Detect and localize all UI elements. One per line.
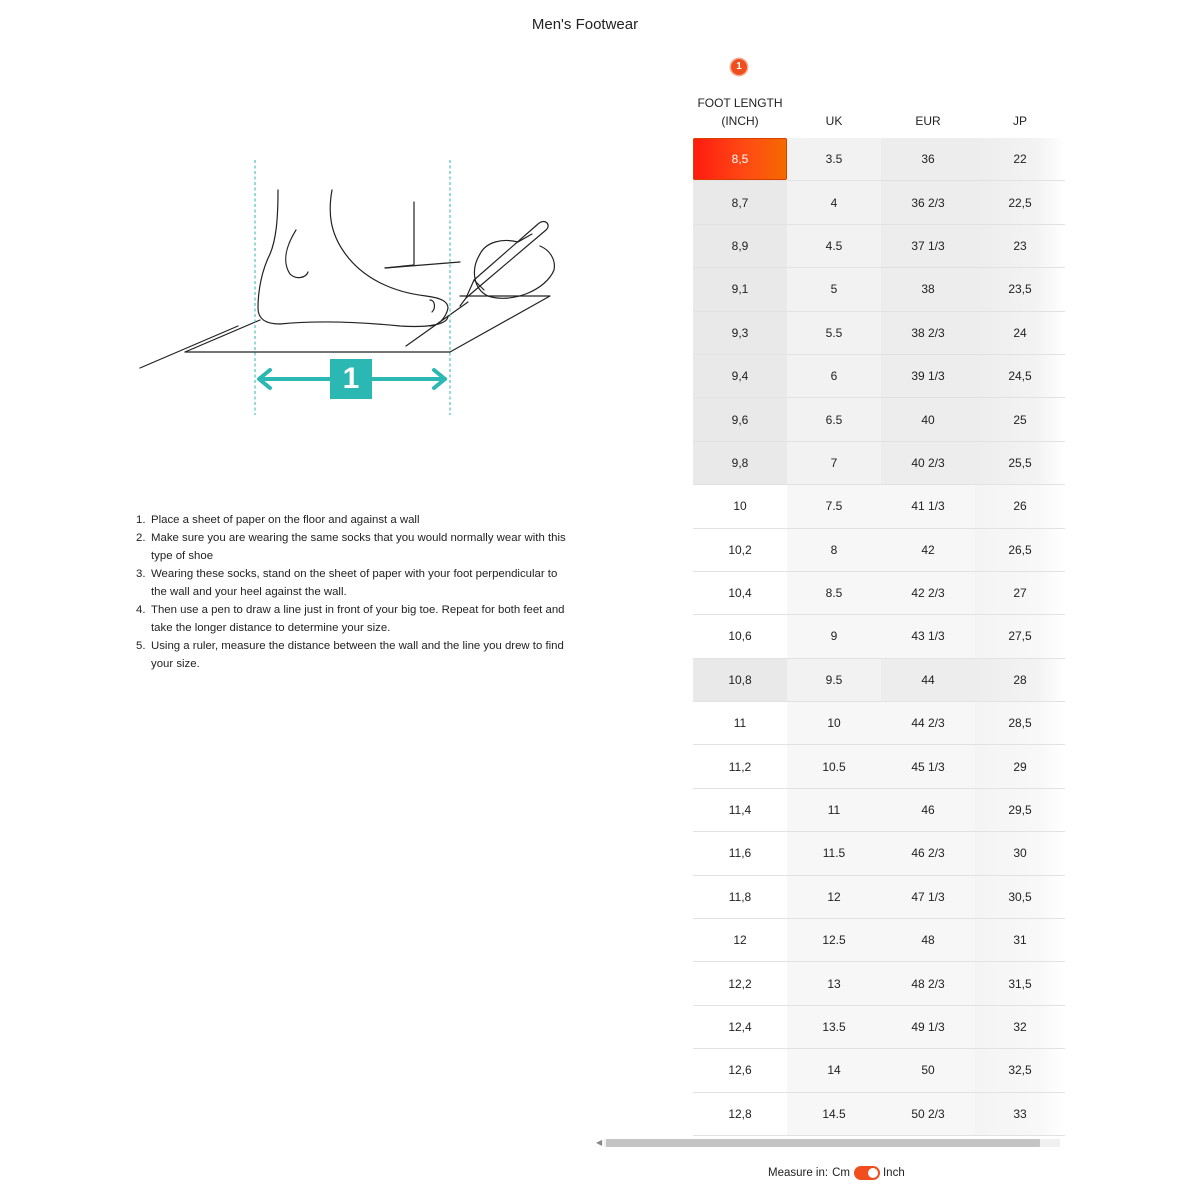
cell-jp: 26,5 (975, 529, 1065, 571)
cell-uk: 11.5 (787, 832, 881, 874)
table-row[interactable] (693, 442, 1065, 485)
cell-foot-length: 8,5 (693, 138, 787, 180)
table-row[interactable] (693, 485, 1065, 528)
table-row[interactable] (693, 615, 1065, 658)
cell-eur: 38 2/3 (881, 312, 975, 354)
instruction-number: 3. (136, 568, 146, 580)
cell-foot-length: 9,6 (693, 398, 787, 440)
cell-jp: 30,5 (975, 876, 1065, 918)
page-title: Men's Footwear (531, 16, 639, 33)
header-foot-length-line1: FOOT LENGTH (697, 96, 783, 110)
instruction-number: 4. (136, 604, 146, 616)
cell-eur: 37 1/3 (881, 225, 975, 267)
cell-uk: 14.5 (787, 1093, 881, 1135)
cell-jp: 28 (975, 659, 1065, 701)
table-row[interactable] (693, 312, 1065, 355)
table-row[interactable] (693, 1093, 1065, 1136)
cell-jp: 32,5 (975, 1049, 1065, 1091)
cell-jp: 27,5 (975, 615, 1065, 657)
instruction-item (136, 601, 576, 637)
instruction-item (136, 511, 576, 529)
toggle-knob (868, 1168, 878, 1178)
table-row[interactable] (693, 789, 1065, 832)
cell-uk: 11 (787, 789, 881, 831)
table-row[interactable] (693, 355, 1065, 398)
header-eur: EUR (915, 114, 941, 128)
cell-uk: 5.5 (787, 312, 881, 354)
instruction-text: Then use a pen to draw a line just in front of your big toe. Repeat for both feet and take the longer distance to determine your size. (151, 604, 565, 634)
table-row[interactable] (693, 832, 1065, 875)
cell-eur: 46 2/3 (881, 832, 975, 874)
cell-eur: 41 1/3 (881, 485, 975, 527)
cell-jp: 24 (975, 312, 1065, 354)
cell-eur: 42 2/3 (881, 572, 975, 614)
cell-foot-length: 11,6 (728, 846, 752, 861)
table-row[interactable] (693, 919, 1065, 962)
cell-eur: 40 (881, 398, 975, 440)
scroll-left-icon[interactable]: ◀ (596, 1138, 603, 1147)
unit-option-cm[interactable]: Cm (832, 1167, 850, 1179)
instruction-item (136, 565, 576, 601)
instruction-text: Place a sheet of paper on the floor and against a wall (151, 514, 420, 526)
cell-uk: 14 (787, 1049, 881, 1091)
cell-uk: 3.5 (787, 138, 881, 180)
cell-jp: 22 (975, 138, 1065, 180)
cell-foot-length: 12 (733, 933, 747, 948)
instruction-text: Wearing these socks, stand on the sheet of paper with your foot perpendicular to the wall and your heel against the wall. (151, 568, 558, 598)
cell-eur: 46 (881, 789, 975, 831)
table-row[interactable] (693, 181, 1065, 224)
table-row[interactable] (693, 225, 1065, 268)
measure-label: Measure in: (768, 1167, 829, 1179)
cell-eur: 48 2/3 (881, 962, 975, 1004)
cell-jp: 30 (975, 832, 1065, 874)
cell-foot-length: 9,8 (693, 442, 787, 484)
table-row[interactable] (693, 529, 1065, 572)
table-row[interactable] (693, 1049, 1065, 1092)
table-row[interactable] (693, 659, 1065, 702)
cell-jp: 31 (975, 919, 1065, 961)
cell-jp: 25 (975, 398, 1065, 440)
cell-eur: 47 1/3 (881, 876, 975, 918)
cell-eur: 50 2/3 (881, 1093, 975, 1135)
cell-uk: 12.5 (787, 919, 881, 961)
foot-measurement-illustration (130, 150, 570, 430)
header-foot-length-line2: (INCH) (721, 114, 759, 128)
instruction-text: Make sure you are wearing the same socks that you would normally wear with this type of shoe (151, 532, 566, 562)
cell-eur: 42 (881, 529, 975, 571)
header-uk: UK (825, 114, 843, 128)
table-row[interactable] (693, 876, 1065, 919)
header-foot-length (693, 92, 787, 130)
cell-uk: 10 (787, 702, 881, 744)
cell-jp: 33 (975, 1093, 1065, 1135)
cell-jp: 23 (975, 225, 1065, 267)
scrollbar-thumb[interactable] (606, 1139, 1040, 1147)
instructions-list (136, 511, 576, 673)
cell-eur: 36 (881, 138, 975, 180)
table-row[interactable] (693, 268, 1065, 311)
cell-foot-length: 11,4 (728, 803, 752, 818)
cell-foot-length: 10 (733, 499, 747, 514)
table-row[interactable] (693, 398, 1065, 441)
cell-uk: 10.5 (787, 745, 881, 787)
cell-uk: 13.5 (787, 1006, 881, 1048)
cell-foot-length: 11,2 (728, 759, 752, 774)
cell-eur: 36 2/3 (881, 181, 975, 223)
table-row[interactable] (693, 1006, 1065, 1049)
cell-eur: 43 1/3 (881, 615, 975, 657)
cell-jp: 29 (975, 745, 1065, 787)
instruction-item (136, 637, 576, 673)
cell-uk: 4 (787, 181, 881, 223)
cell-uk: 6.5 (787, 398, 881, 440)
horizontal-scrollbar[interactable] (596, 1137, 1066, 1149)
cell-foot-length: 10,2 (728, 542, 752, 557)
cell-eur: 38 (881, 268, 975, 310)
table-row[interactable] (693, 572, 1065, 615)
measure-unit-switch (768, 1165, 905, 1181)
cell-uk: 6 (787, 355, 881, 397)
table-row[interactable] (693, 962, 1065, 1005)
step-number-label: 1 (342, 362, 360, 395)
cell-foot-length: 11,8 (728, 889, 752, 904)
cell-foot-length: 10,8 (693, 659, 787, 701)
cell-jp: 23,5 (975, 268, 1065, 310)
cell-eur: 44 2/3 (881, 702, 975, 744)
cell-jp: 29,5 (975, 789, 1065, 831)
cell-jp: 32 (975, 1006, 1065, 1048)
cell-jp: 27 (975, 572, 1065, 614)
step-badge: 1 (731, 59, 747, 75)
cell-eur: 45 1/3 (881, 745, 975, 787)
cell-foot-length: 10,6 (728, 629, 752, 644)
cell-jp: 24,5 (975, 355, 1065, 397)
table-body (693, 138, 1065, 1136)
instruction-number: 1. (136, 514, 146, 526)
cell-foot-length: 12,4 (728, 1020, 752, 1034)
cell-eur: 44 (881, 659, 975, 701)
unit-toggle[interactable] (854, 1166, 880, 1180)
cell-eur: 49 1/3 (881, 1006, 975, 1048)
cell-foot-length: 12,8 (728, 1106, 752, 1121)
cell-jp: 22,5 (975, 181, 1065, 223)
cell-eur: 40 2/3 (881, 442, 975, 484)
cell-eur: 39 1/3 (881, 355, 975, 397)
header-jp: JP (1012, 114, 1027, 128)
table-row[interactable] (693, 702, 1065, 745)
cell-foot-length: 9,1 (693, 268, 787, 310)
cell-jp: 31,5 (975, 962, 1065, 1004)
instruction-number: 5. (136, 640, 146, 652)
instruction-text: Using a ruler, measure the distance between the wall and the line you drew to find your size. (151, 640, 564, 670)
cell-uk: 13 (787, 962, 881, 1004)
cell-foot-length: 8,9 (693, 225, 787, 267)
cell-uk: 8.5 (787, 572, 881, 614)
cell-foot-length: 8,7 (693, 181, 787, 223)
cell-uk: 5 (787, 268, 881, 310)
cell-jp: 28,5 (975, 702, 1065, 744)
cell-foot-length: 9,3 (693, 312, 787, 354)
cell-eur: 50 (881, 1049, 975, 1091)
cell-foot-length: 12,6 (728, 1063, 752, 1078)
cell-foot-length: 10,4 (728, 586, 752, 601)
cell-foot-length: 11 (733, 716, 747, 731)
unit-option-inch[interactable]: Inch (882, 1167, 905, 1179)
cell-uk: 4.5 (787, 225, 881, 267)
table-row[interactable] (693, 138, 1065, 181)
cell-foot-length: 12,2 (728, 976, 752, 991)
cell-uk: 8 (787, 529, 881, 571)
table-header (693, 92, 1065, 130)
cell-uk: 7 (787, 442, 881, 484)
cell-jp: 26 (975, 485, 1065, 527)
cell-uk: 9 (787, 615, 881, 657)
cell-uk: 12 (787, 876, 881, 918)
table-row[interactable] (693, 745, 1065, 788)
instruction-number: 2. (136, 532, 146, 544)
instruction-item (136, 529, 576, 565)
cell-uk: 7.5 (787, 485, 881, 527)
cell-eur: 48 (881, 919, 975, 961)
cell-uk: 9.5 (787, 659, 881, 701)
cell-foot-length: 9,4 (693, 355, 787, 397)
cell-jp: 25,5 (975, 442, 1065, 484)
